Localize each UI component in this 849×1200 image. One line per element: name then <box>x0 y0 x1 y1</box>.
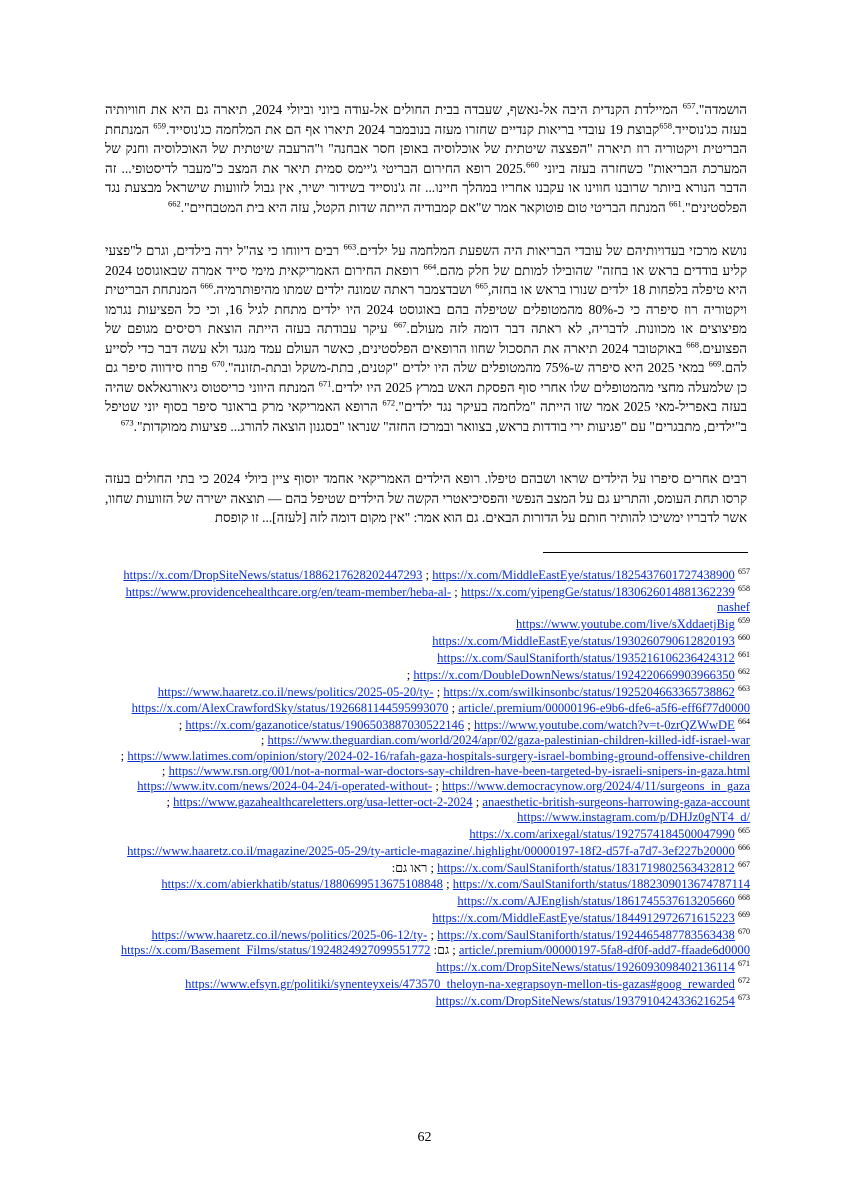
footnote-link[interactable]: https://x.com/MiddleEastEye/status/1930260790612820193 <box>432 634 735 649</box>
footnote-link[interactable]: https://www.youtube.com/live/sXddaetjBig <box>515 617 735 632</box>
footnote-link[interactable]: https://www.itv.com/news/2024-04-24/i-operated-without-anaesthetic-british-surgeons-harrowing-gaza-account <box>137 779 750 809</box>
footnote-separator-text: ; <box>260 733 268 748</box>
footnote-link[interactable]: https://x.com/DropSiteNews/status/1926093098402136114 <box>436 960 735 975</box>
footnote-link[interactable]: https://www.democracynow.org/2024/4/11/surgeons_in_gaza <box>441 779 750 794</box>
footnote-657 <box>105 568 750 583</box>
paragraph-text: נושא מרכזי בעדויותיהם של עובדי הבריאות היה השפעת המלחמה על ילדים. <box>356 243 747 258</box>
footnote-number: 662 <box>738 667 750 677</box>
footnotes-section <box>105 568 750 1011</box>
footnote-link[interactable]: https://www.providencehealthcare.org/en/team-member/heba-al-nashef <box>125 585 750 615</box>
footnote-link[interactable]: https://www.youtube.com/watch?v=t-0zrQZWwDE <box>473 717 735 732</box>
paragraph-text: קבוצת 19 עובדי בריאות קנדיים שחזרו מעזה בנובמבר 2024 תיארו אף הם את המלחמה כג'נוסייד. <box>166 121 660 137</box>
paragraph-text: המיילדת הקנדית היבה אל-נאשף, שעבדה בבית החולים אל-עודה ביוני וביולי 2024, תיארה גם היא את חוויותיה בעזה כג'נוסייד. <box>105 102 747 137</box>
footnote-ref: 663 <box>343 241 357 252</box>
footnote-separator-text: ; <box>120 748 128 763</box>
footnote-ref: 670 <box>211 358 225 369</box>
footnote-670 <box>105 928 750 959</box>
footnote-separator-text: ; <box>448 700 459 715</box>
footnote-link[interactable]: https://x.com/yipengGe/status/1830626014881362239 <box>460 585 735 599</box>
paragraph-text: המנתח היווני כריסטוס גיאורגאלאס שהיה בעזה באפריל-מאי 2025 אמר שזו הייתה "מלחמה בעיקר נגד ילדים". <box>105 379 747 414</box>
paragraph-text: במאי 2025 היא סיפרה ש-75% מהמטופלים שלה היו ילדים "קטנים, בתת-משקל ובתת-תזונה". <box>224 360 709 375</box>
footnote-link[interactable]: https://www.haaretz.co.il/news/politics/2025-06-12/ty-article/.premium/00000197-5fa8-df0f-add7-ffaade6d0000 <box>151 927 750 958</box>
footnote-number: 659 <box>738 616 750 626</box>
footnote-link[interactable]: https://x.com/Basement_Films/status/1924824927099551772 <box>120 943 431 958</box>
footnote-separator-text: ; <box>433 685 444 700</box>
footnote-ref: 662 <box>167 198 181 209</box>
footnote-link[interactable]: https://x.com/SaulStaniforth/status/1924465487783563438 <box>437 927 735 942</box>
paragraph-text: פרוז סידווה סיפר גם כן שלמעלה מחצי מהמטופלים שלו אחרי סוף הפסקת האש במרץ 2025 היו ילדים. <box>105 360 747 395</box>
footnote-number: 673 <box>738 992 750 1002</box>
footnote-ref: 664 <box>423 261 437 272</box>
footnote-separator-text: ; <box>472 794 483 809</box>
footnote-link[interactable]: https://www.rsn.org/001/not-a-normal-war-doctors-say-children-have-been-targeted-by-israeli-snipers-in-gaza.html <box>168 764 750 779</box>
footnote-number: 669 <box>738 909 750 919</box>
footnote-number: 663 <box>738 684 750 694</box>
footnote-link[interactable]: https://x.com/gazanotice/status/1906503887030522146 <box>185 717 465 732</box>
paragraph-text: רבים אחרים סיפרו על הילדים שראו ושבהם טיפלו. רופא הילדים האמריקאי אחמד יוסוף ציין ביולי 2024 כי בתי החולים בעזה קרסו תחת העומס, והתריע גם על המצב הנפשי והפסיכיאטרי הקשה של הילדים שטיפל בהם — תוצאה ישירה של הזוועות שחוו, אשר לדבריו ימשיכו להותיר חותם על הדורות הבאים. גם הוא אמר: "אין מקום דומה לזה [לעזה]... זו קופסת <box>105 471 747 525</box>
footnote-separator-text: ; <box>161 764 169 779</box>
footnote-ref: 657 <box>682 100 696 111</box>
footnote-separator-text: ; גם: <box>430 943 459 958</box>
footnote-ref: 660 <box>526 159 539 170</box>
footnote-672 <box>105 977 750 992</box>
footnote-link[interactable]: https://www.theguardian.com/world/2024/apr/02/gaza-palestinian-children-killed-idf-israel-war <box>267 733 750 748</box>
footnote-671 <box>105 960 750 975</box>
footnote-link[interactable]: https://x.com/MiddleEastEye/status/1844912972671615223 <box>432 910 735 925</box>
footnote-number: 665 <box>738 826 750 836</box>
footnote-662 <box>105 668 750 683</box>
footnote-ref: 669 <box>708 358 722 369</box>
footnote-number: 670 <box>738 926 750 936</box>
footnote-separator-text: ; <box>464 717 474 732</box>
paragraph-text: רופאת החירום האמריקאית מימי סייד אמרה שבאוגוסט 2024 היא טיפלה בלפחות 18 ילדים שנורו בראש או בחזה, <box>105 262 747 297</box>
footnote-link[interactable]: https://www.gazahealthcareletters.org/usa-letter-oct-2-2024 <box>173 794 473 809</box>
footnote-665 <box>105 827 750 842</box>
paragraph-text: עיקר עבודתה בעזה הייתה הוצאת רסיסים מגופם של הפצועים. <box>105 321 747 356</box>
footnote-link[interactable]: https://www.haaretz.co.il/magazine/2025-05-29/ty-article-magazine/.highlight/00000197-18f2-d57f-a7d7-3ef227b20000 <box>127 844 735 859</box>
footnote-link[interactable]: https://x.com/AlexCrawfordSky/status/1926681144595993070 <box>131 700 449 715</box>
footnote-ref: 671 <box>318 378 332 389</box>
footnote-ref: 667 <box>393 319 407 330</box>
footnote-number: 657 <box>738 566 750 576</box>
footnote-number: 664 <box>738 716 750 726</box>
footnote-link[interactable]: https://x.com/MiddleEastEye/status/1825437601727438900 <box>432 568 735 582</box>
paragraph-text: רופא החירום הבריטי ג'יימס סמית תיאר את המצב כ"מעבר לדיסטופי... זה הדבר הנורא ביותר שרובנו חווינו או עקבנו אחריו במהלך חיינו... זה ג'נוסייד בשידור ישיר, אין גבול לזוועות שישראל מבצעת נגד הפלסטינים". <box>105 160 747 215</box>
paragraph-text: הושמדה". <box>695 102 747 117</box>
footnote-669 <box>105 911 750 926</box>
footnote-ref: 661 <box>669 198 682 209</box>
footnote-link[interactable]: https://x.com/DropSiteNews/status/1886217628202447293 <box>123 568 423 582</box>
footnote-separator-text: ; <box>166 794 174 809</box>
footnote-ref: 658 <box>659 120 672 131</box>
footnote-link[interactable]: https://x.com/DropSiteNews/status/1937910424336216254 <box>435 994 735 1009</box>
body-paragraph-2 <box>105 241 747 436</box>
paragraph-text: רבים דיווחו כי צה"ל ירה בילדים, וגרם ל"פצעי קליע בודדים בראש או בחזה" שהובילו למותם של חלק מהם. <box>105 243 748 278</box>
footnote-link[interactable]: https://x.com/SaulStaniforth/status/1831719802563432812 <box>437 861 735 876</box>
footnote-number: 658 <box>738 583 750 593</box>
footnote-separator-text: ; <box>432 779 442 794</box>
footnote-660 <box>105 634 750 649</box>
footnote-667 <box>105 861 750 892</box>
footnote-separator <box>543 552 748 553</box>
footnote-663 <box>105 685 750 716</box>
footnote-number: 660 <box>738 633 750 643</box>
footnote-number: 666 <box>738 843 750 853</box>
footnote-separator-text: ; <box>427 927 438 942</box>
paragraph-text: באוקטובר 2024 תיארה את התסכול שחוו הרופאים הפלסטינים, כאשר העולם עמד מנגד ולא עשה דבר כדי לסייע להם. <box>105 340 748 375</box>
footnote-separator-text: ; <box>178 717 186 732</box>
footnote-666 <box>105 844 750 859</box>
footnote-link[interactable]: https://www.latimes.com/opinion/story/2024-02-16/rafah-gaza-hospitals-surgery-israel-bombing-ground-offensive-children <box>127 748 750 763</box>
footnote-link[interactable]: https://x.com/SaulStaniforth/status/1882309013674787114 <box>452 876 750 891</box>
paragraph-text: המנתח הבריטי טום פוטוקאר אמר ש"אם קמבודיה הייתה שדות הקטל, עזה היא בית המטבחיים". <box>180 199 670 215</box>
footnote-ref: 672 <box>382 397 396 408</box>
footnote-number: 667 <box>738 860 750 870</box>
footnote-ref: 659 <box>153 120 167 131</box>
footnote-661 <box>105 651 750 666</box>
footnote-ref: 665 <box>475 280 488 291</box>
paragraph-text: המנתחת הבריטית ויקטוריה רוז סיפרה כי כ-80% מהמטופלים שטיפלה בהם באוגוסט 2024 היו ילדים מתחת לגיל 16, וכי כל הפציעות נגרמו מפיצוצים או מכוונות. לדבריה, לא ראתה דבר דומה לזה מעולם. <box>105 282 747 336</box>
body-paragraph-1 <box>105 100 747 217</box>
footnote-link[interactable]: https://x.com/swilkinsonbc/status/1925204663365738862 <box>443 685 735 700</box>
footnote-664 <box>105 718 750 826</box>
footnote-ref: 668 <box>686 339 700 350</box>
page-number: 62 <box>417 1130 432 1145</box>
footnote-separator-text: ; <box>422 568 433 582</box>
paragraph-text: הרופא האמריקאי מרק בראונר סיפר בסוף יוני שטיפל ב"ילדים, מתבגרים" עם "פגיעות ירי בודדות בראש, בצוואר ובמרכז החזה" שנראו "בסגנון הוצאה להורג... פציעות ממוקדות". <box>105 399 747 434</box>
paragraph-text: המנתחת הבריטית ויקטוריה רוז תיארה "הפצצה שיטתית של אוכלוסיה באופן חסר אבחנה" ו"הרעבה שיטתית של האוכלוסיה וחנק של המערכת הבריאות" כשחזרה בעזה ביוני 2025. <box>105 121 747 176</box>
footnote-number: 668 <box>738 892 750 902</box>
footnote-separator-text: ; <box>442 876 453 891</box>
footnote-link[interactable]: https://www.efsyn.gr/politiki/synenteyxeis/473570_theloyn-na-xegrapsoyn-mellon-tis-gazas#goog_rewarded <box>185 977 735 992</box>
footnote-link[interactable]: https://www.haaretz.co.il/news/politics/2025-05-20/ty-article/.premium/00000196-e9b6-dfe6-a5f6-eff6f77d0000 <box>157 685 750 715</box>
footnote-link[interactable]: https://x.com/AJEnglish/status/1861745537613205660 <box>457 893 735 908</box>
footnote-ref: 666 <box>200 280 214 291</box>
footnote-668 <box>105 894 750 909</box>
footnote-separator-text: ; <box>406 668 414 683</box>
footnote-link[interactable]: https://x.com/abierkhatib/status/1880699513675108848 <box>161 876 443 891</box>
body-paragraph-3 <box>105 469 747 528</box>
footnote-ref: 673 <box>120 417 134 428</box>
footnote-link[interactable]: https://x.com/DoubleDownNews/status/1924220669903966350 <box>413 668 735 683</box>
footnote-number: 661 <box>738 650 750 660</box>
footnote-link[interactable]: https://x.com/SaulStaniforth/status/1935216106236424312 <box>437 651 735 666</box>
footnote-link[interactable]: https://x.com/arixegal/status/1927574184500047990 <box>469 827 735 842</box>
footnote-659 <box>105 617 750 632</box>
footnote-658 <box>105 585 750 616</box>
footnote-673 <box>105 994 750 1009</box>
footnote-number: 672 <box>738 975 750 985</box>
footnote-number: 671 <box>738 958 750 968</box>
footnote-separator-text: ; <box>451 585 461 599</box>
footnote-link[interactable]: https://www.instagram.com/p/DHJz0gNT4_d/ <box>517 810 750 825</box>
footnote-separator-text: ; ראו גם: <box>391 861 438 876</box>
paragraph-text: ושבדצמבר ראתה שמונה ילדים שמתו מהיפותרמיה. <box>213 282 476 297</box>
